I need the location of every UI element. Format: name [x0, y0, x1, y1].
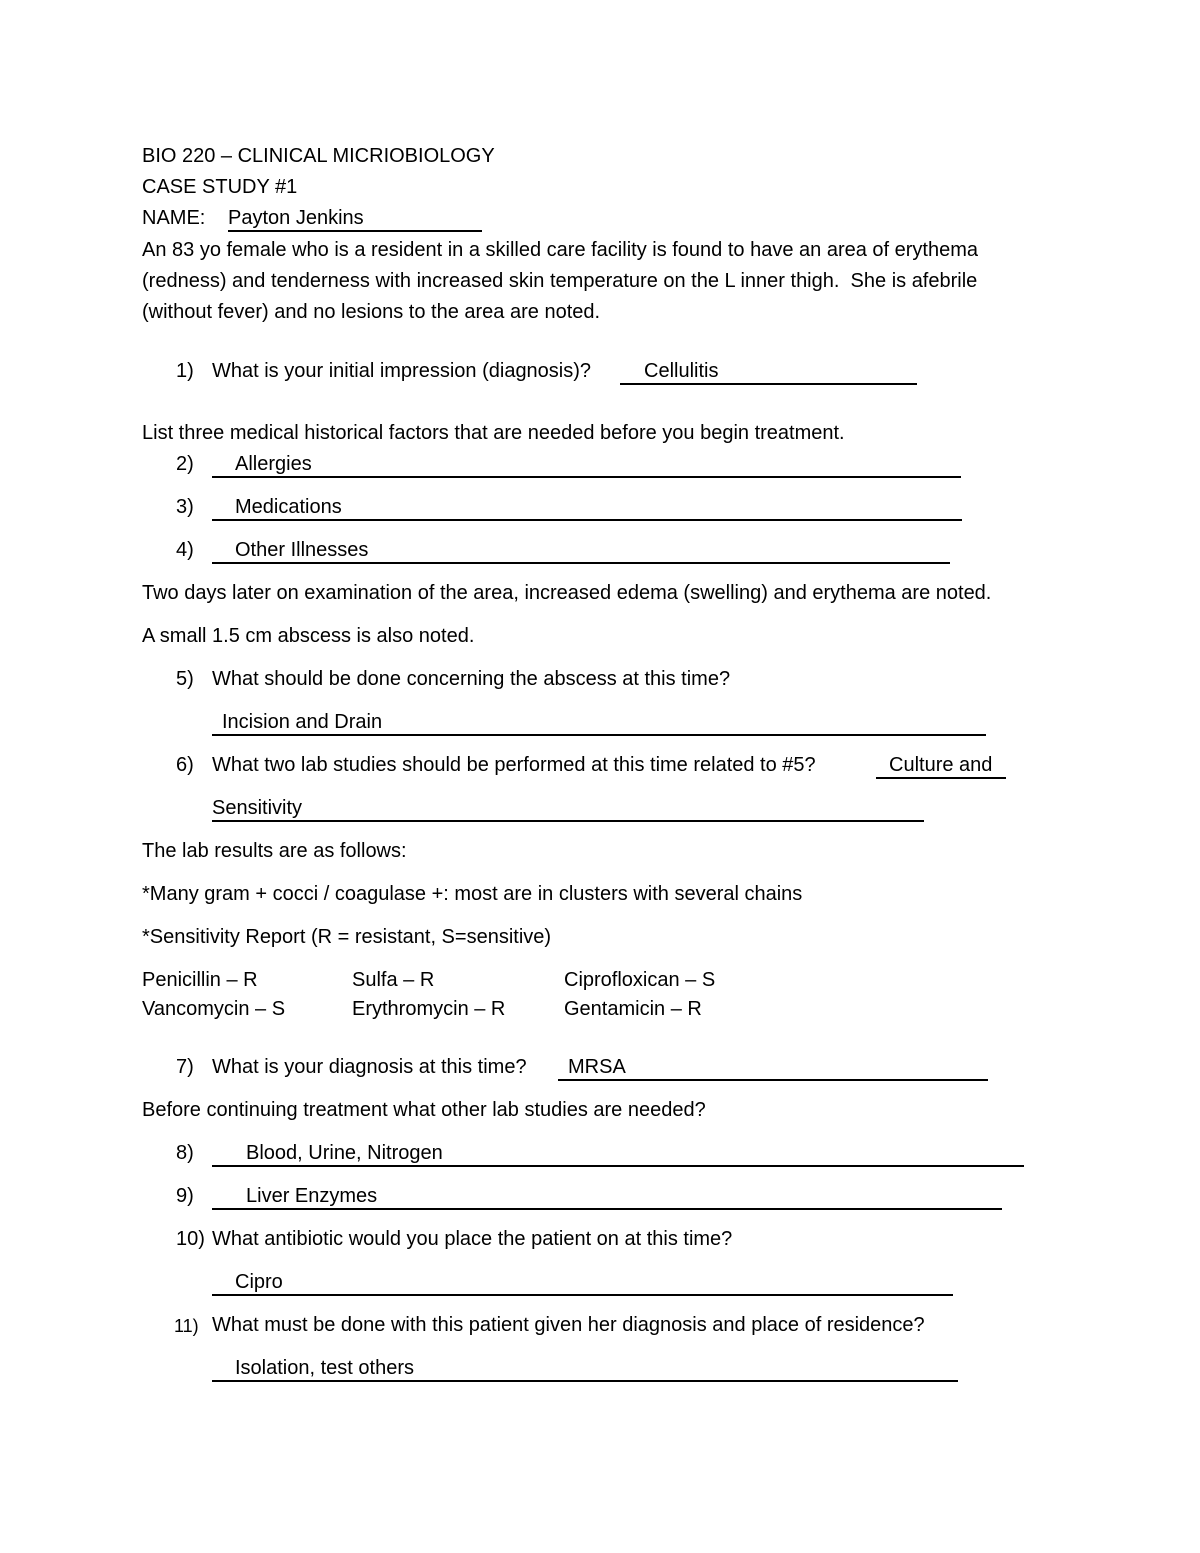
question-1-answer-field[interactable] [620, 359, 917, 385]
results-intro: The lab results are as follows: [142, 840, 407, 862]
sensitivity-cell: Erythromycin – R [352, 998, 506, 1020]
sensitivity-cell: Ciprofloxican – S [564, 969, 716, 991]
question-8-answer: Blood, Urine, Nitrogen [246, 1142, 443, 1164]
followup-line-1: Two days later on examination of the area, increased edema (swelling) and erythema are noted. [142, 582, 992, 604]
question-5-number: 5) [176, 668, 194, 690]
question-6-answer-field-a[interactable] [876, 753, 1006, 779]
question-8-answer-field[interactable] [212, 1141, 1024, 1167]
question-11-answer-field[interactable] [212, 1356, 958, 1382]
question-2-answer-field[interactable] [212, 452, 961, 478]
question-1-answer: Cellulitis [644, 360, 719, 382]
labs-intro: Before continuing treatment what other lab studies are needed? [142, 1099, 706, 1121]
name-field[interactable] [228, 206, 482, 232]
list-intro: List three medical historical factors that are needed before you begin treatment. [142, 422, 845, 444]
name-row [142, 206, 211, 230]
sensitivity-cell: Penicillin – R [142, 969, 258, 991]
question-5-text: What should be done concerning the abscess at this time? [212, 668, 731, 690]
question-2-number: 2) [176, 453, 194, 475]
intro-line-3: (without fever) and no lesions to the area are noted. [142, 301, 601, 323]
question-6-answer-b: Sensitivity [212, 797, 303, 819]
question-3-answer: Medications [235, 496, 342, 518]
question-7-text: What is your diagnosis at this time? [212, 1056, 527, 1078]
question-11-answer: Isolation, test others [235, 1357, 414, 1379]
question-8-number: 8) [176, 1142, 194, 1164]
question-11-text: What must be done with this patient given her diagnosis and place of residence? [212, 1314, 925, 1336]
question-4-number: 4) [176, 539, 194, 561]
question-3-number: 3) [176, 496, 194, 518]
sensitivity-cell: Gentamicin – R [564, 998, 702, 1020]
question-11-number: 11) [174, 1316, 199, 1336]
question-7-answer: MRSA [568, 1056, 626, 1078]
case-study-title: CASE STUDY #1 [142, 176, 298, 198]
intro-line-1: An 83 yo female who is a resident in a skilled care facility is found to have an area of erythema [142, 239, 979, 261]
name-value: Payton Jenkins [228, 207, 364, 229]
question-7-number: 7) [176, 1056, 194, 1078]
question-9-answer-field[interactable] [212, 1184, 1002, 1210]
question-10-text: What antibiotic would you place the patient on at this time? [212, 1228, 733, 1250]
question-1-number: 1) [176, 360, 194, 382]
question-1-text: What is your initial impression (diagnosis)? [212, 360, 592, 382]
sensitivity-cell: Vancomycin – S [142, 998, 286, 1020]
question-4-answer: Other Illnesses [235, 539, 369, 561]
result-sensitivity-heading: *Sensitivity Report (R = resistant, S=sensitive) [142, 926, 552, 948]
followup-line-2: A small 1.5 cm abscess is also noted. [142, 625, 475, 647]
question-10-answer-field[interactable] [212, 1270, 953, 1296]
question-9-number: 9) [176, 1185, 194, 1207]
intro-line-2: (redness) and tenderness with increased skin temperature on the L inner thigh. She is afebrile [142, 270, 978, 292]
question-7-answer-field[interactable] [558, 1055, 988, 1081]
sensitivity-cell: Sulfa – R [352, 969, 435, 991]
result-gram-stain: *Many gram + cocci / coagulase +: most are in clusters with several chains [142, 883, 803, 905]
question-9-answer: Liver Enzymes [246, 1185, 378, 1207]
question-6-text: What two lab studies should be performed at this time related to #5? [212, 754, 816, 776]
question-6-number: 6) [176, 754, 194, 776]
question-5-answer-field[interactable] [212, 710, 986, 736]
question-10-number: 10) [176, 1228, 205, 1250]
question-10-answer: Cipro [235, 1271, 283, 1293]
question-4-answer-field[interactable] [212, 538, 950, 564]
question-2-answer: Allergies [235, 453, 312, 475]
question-6-answer-field-b[interactable] [212, 796, 924, 822]
course-title: BIO 220 – CLINICAL MICRIOBIOLOGY [142, 145, 495, 167]
question-5-answer: Incision and Drain [222, 711, 383, 733]
name-label: NAME: [142, 207, 211, 229]
question-3-answer-field[interactable] [212, 495, 962, 521]
question-6-answer-a: Culture and [889, 754, 993, 776]
